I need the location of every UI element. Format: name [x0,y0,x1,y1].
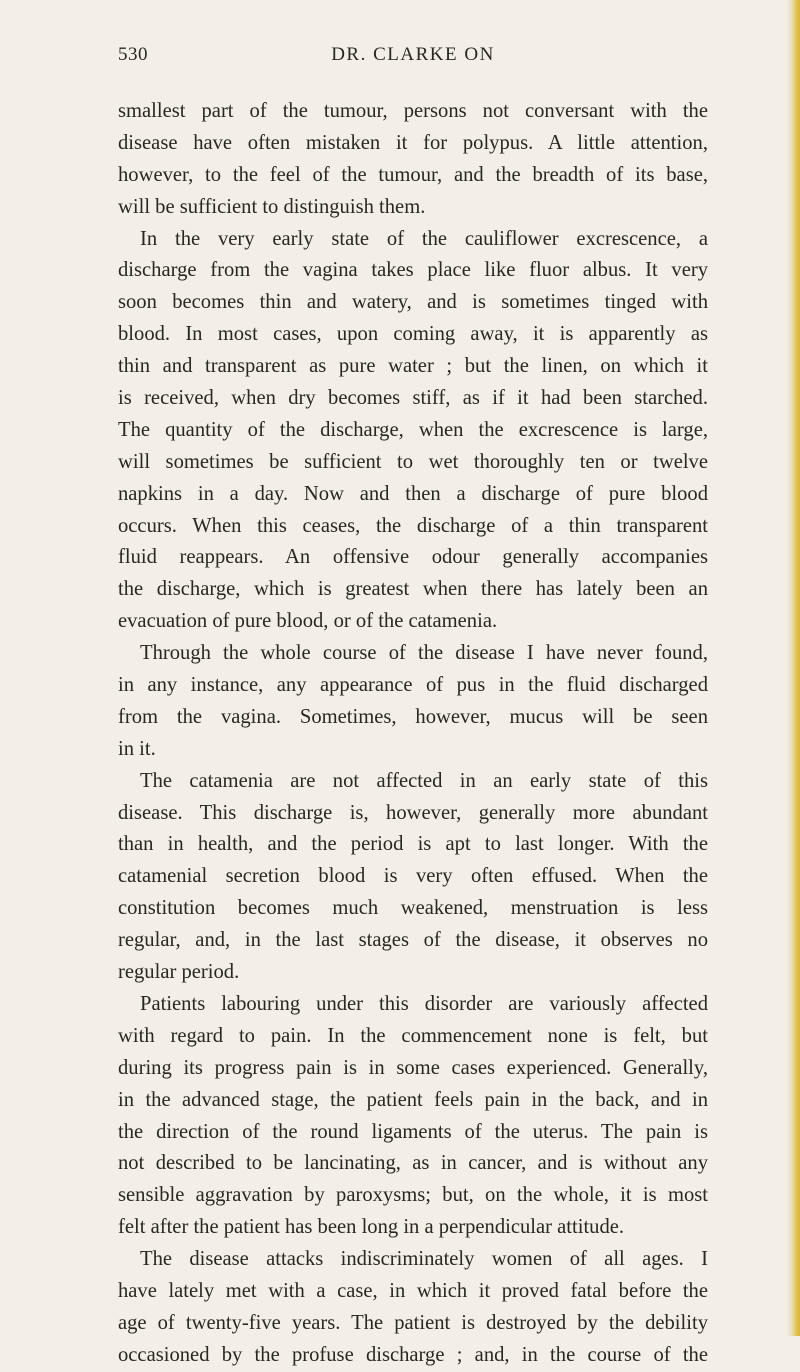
text-line: napkins in a day. Now and then a discharge of pure blood [118,482,708,505]
text-line: in any instance, any appearance of pus in the fluid discharged [118,674,708,697]
text-line: during its progress pain is in some cases experienced. Generally, [118,1056,708,1079]
text-line: The disease attacks indiscriminately women of all ages. I [140,1248,708,1271]
text-line: catamenial secretion blood is very often effused. When the [118,865,708,888]
running-head [118,44,708,74]
text-line: thin and transparent as pure water ; but the linen, on which it [118,355,708,378]
text-line: in the advanced stage, the patient feels pain in the back, and in [118,1088,708,1111]
text-line: The catamenia are not affected in an early state of this [140,769,708,792]
text-line: discharge from the vagina takes place like fluor albus. It very [118,259,708,282]
text-line: regular period. [118,961,240,984]
text-line: smallest part of the tumour, persons not conversant with the [118,100,708,122]
text-line: not described to be lancinating, as in cancer, and is without any [118,1152,708,1175]
text-line: evacuation of pure blood, or of the catamenia. [118,610,498,633]
text-line: felt after the patient has been long in a perpendicular attitude. [118,1216,625,1239]
text-line: the direction of the round ligaments of the uterus. The pain is [118,1120,708,1143]
text-line: will be sufficient to distinguish them. [118,195,426,218]
text-line: occurs. When this ceases, the discharge of a thin transparent [118,514,708,537]
text-line: occasioned by the profuse discharge ; and, in the course of the [118,1343,708,1366]
running-title: DR. CLARKE ON [331,44,495,65]
text-line: Patients labouring under this disorder are variously affected [140,992,708,1015]
text-line: from the vagina. Sometimes, however, mucus will be seen [118,705,708,728]
text-line: Through the whole course of the disease I have never found, [140,642,708,665]
text-line: is received, when dry becomes stiff, as if it had been starched. [118,387,708,410]
text-line: than in health, and the period is apt to last longer. With the [118,833,708,856]
page-number: 530 [118,44,148,65]
text-line: will sometimes be sufficient to wet thoroughly ten or twelve [118,450,708,473]
text-line: blood. In most cases, upon coming away, it is apparently as [118,323,708,346]
text-line: in it. [118,737,156,760]
text-line: have lately met with a case, in which it proved fatal before the [118,1279,708,1302]
text-line: age of twenty-five years. The patient is destroyed by the debility [118,1311,708,1334]
text-line: the discharge, which is greatest when there has lately been an [118,578,708,601]
text-line: fluid reappears. An offensive odour generally accompanies [118,546,708,569]
body-text [118,96,708,1372]
page-edge [786,0,800,1336]
text-line: however, to the feel of the tumour, and the breadth of its base, [118,163,708,186]
text-line: constitution becomes much weakened, menstruation is less [118,897,708,920]
text-line: soon becomes thin and watery, and is sometimes tinged with [118,291,708,314]
text-line: disease. This discharge is, however, generally more abundant [118,801,708,824]
text-line: The quantity of the discharge, when the excrescence is large, [118,418,708,441]
text-line: with regard to pain. In the commencement none is felt, but [118,1024,708,1047]
text-line: sensible aggravation by paroxysms; but, on the whole, it is most [118,1184,708,1207]
text-line: regular, and, in the last stages of the disease, it observes no [118,929,708,952]
text-line: In the very early state of the cauliflower excrescence, a [140,227,708,250]
text-line: disease have often mistaken it for polypus. A little attention, [118,131,708,154]
